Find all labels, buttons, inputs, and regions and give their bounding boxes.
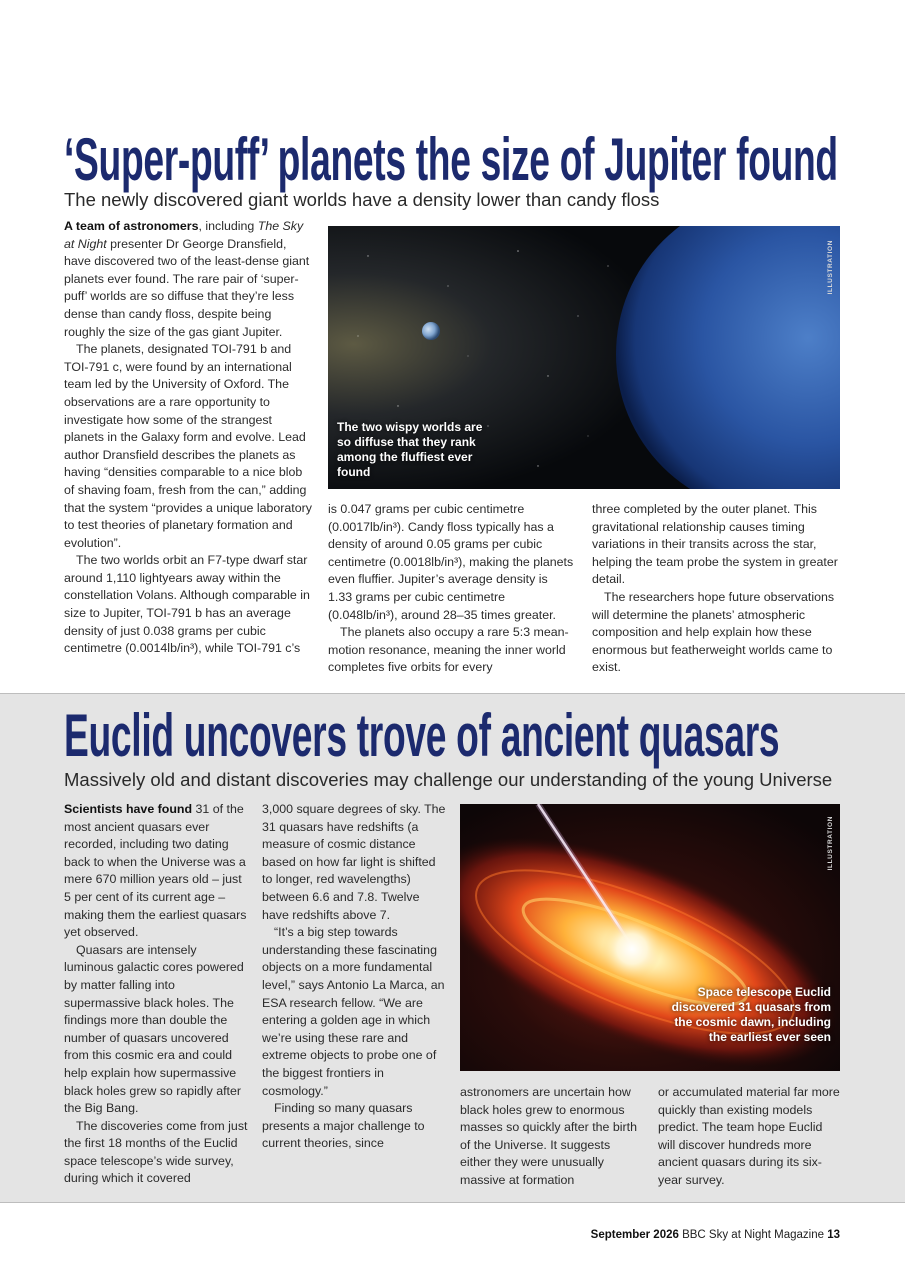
headline-euclid: Euclid uncovers trove of ancient quasars <box>64 702 780 769</box>
article1-paragraph: The researchers hope future observations will determine the planets’ atmospheric composition and help explain how these enormous but featherweight worlds came to exist. <box>592 589 835 675</box>
article1-paragraph: The planets also occupy a rare 5:3 mean-motion resonance, meaning the inner world completes five orbits for every <box>328 625 569 675</box>
quasar-illustration <box>460 804 840 1071</box>
article1-column-1 <box>64 218 312 658</box>
magazine-name: BBC Sky at Night Magazine <box>682 1229 824 1241</box>
article1-paragraph: A team of astronomers, including The Sky at Night presenter Dr George Dransfield, have discovered two of the least-dense giant planets ever found. The rare pair of ‘super-puff’ worlds are so diffuse that they’re less dense than candy floss, despite being roughly the size of the gas giant Jupiter. <box>64 219 310 339</box>
article2-column-1 <box>64 801 248 1188</box>
image-caption: The two wispy worlds are so diffuse that they rank among the fluffiest ever found <box>337 420 483 479</box>
article1-paragraph: The two worlds orbit an F7-type dwarf star around 1,110 lightyears away within the constellation Volans. Although comparable in size to Jupiter, TOI-791 b has an average density of just 0.038 grams per cubic centimetre (0.0014lb/in³), while TOI-791 c’s <box>64 553 310 656</box>
article2-paragraph: “It’s a big step towards understanding these fascinating objects on a more fundamental level,” says Antonio La Marca, an ESA research fellow. “We are entering a golden age in which we’re using these rare and extreme objects to probe one of the biggest frontiers in cosmology.” <box>262 925 445 1098</box>
article2-paragraph: Finding so many quasars presents a major challenge to current theories, since <box>262 1101 425 1151</box>
article2-column-2 <box>262 801 448 1153</box>
article2-paragraph: Scientists have found 31 of the most ancient quasars ever recorded, including two dating back to when the Universe was a mere 670 million years old – just 5 per cent of its current age – making them the earliest quasars yet observed. <box>64 802 247 940</box>
article2-column-4 <box>658 1084 840 1190</box>
article2-paragraph: The discoveries come from just the first 18 months of the Euclid space telescope’s wide survey, during which it covered <box>64 1118 248 1186</box>
article2-paragraph: or accumulated material far more quickly than existing models predict. The team hope Euclid will discover hundreds more ancient quasars during its six-year survey. <box>658 1085 840 1187</box>
page-number: 13 <box>827 1229 840 1241</box>
article1-column-3 <box>592 501 840 677</box>
article1-paragraph: three completed by the outer planet. This gravitational relationship causes timing variations in their transits across the star, helping the team probe the system in greater detail. <box>592 502 838 587</box>
illustration-credit: ILLUSTRATION <box>827 240 834 295</box>
article2-paragraph: astronomers are uncertain how black holes grew to enormous masses so quickly after the birth of the Universe. It suggests either they were unusually massive at formation <box>460 1085 637 1187</box>
article1-column-2 <box>328 501 575 677</box>
image-caption: Space telescope Euclid discovered 31 quasars from the cosmic dawn, including the earliest ever seen <box>671 985 831 1044</box>
headline-super-puff: ‘Super-puff’ planets the size of Jupiter found <box>64 126 838 193</box>
super-puff-illustration <box>328 226 840 489</box>
article2-paragraph: Quasars are intensely luminous galactic cores powered by matter falling into supermassive black holes. The findings more than double the number of quasars uncovered from this cosmic era and could help explain how supermassive black holes grew so rapidly after the Big Bang. <box>64 942 244 1116</box>
lead-in: A team of astronomers <box>64 219 199 233</box>
issue-date: September 2026 <box>590 1229 679 1241</box>
article1-paragraph: The planets, designated TOI-791 b and TOI-791 c, were found by an international team led by the University of Oxford. The observations are a rare opportunity to investigate how some of the strangest planets in the Galaxy form and evolve. Lead author Dransfield describes the planets as having “densities comparable to a nice blob of shaving foam, fresh from the can,” adding that the system “provides a unique laboratory to test theories of planetary formation and evolution”. <box>64 342 312 550</box>
article2-paragraph: 3,000 square degrees of sky. The 31 quasars have redshifts (a measure of cosmic distance based on how far light is shifted to longer, red wavelengths) between 6.6 and 7.8. Twelve have redshifts above 7. <box>262 802 446 922</box>
show-title: The Sky at Night <box>64 219 304 251</box>
lead-in: Scientists have found <box>64 802 193 816</box>
article2-column-3 <box>460 1084 644 1190</box>
illustration-credit: ILLUSTRATION <box>827 816 834 871</box>
standfirst-euclid: Massively old and distant discoveries may challenge our understanding of the young Universe <box>64 769 833 790</box>
page-footer <box>591 1229 840 1241</box>
article1-paragraph: is 0.047 grams per cubic centimetre (0.0017lb/in³). Candy floss typically has a density of around 0.05 grams per cubic centimetre (0.0018lb/in³), making the planets even fluffier. Jupiter’s average density is 1.33 grams per cubic centimetre (0.048lb/in³), around 28–35 times greater. <box>328 502 574 622</box>
article-euclid-quasars <box>0 693 905 1203</box>
standfirst-super-puff: The newly discovered giant worlds have a density lower than candy floss <box>64 189 660 210</box>
